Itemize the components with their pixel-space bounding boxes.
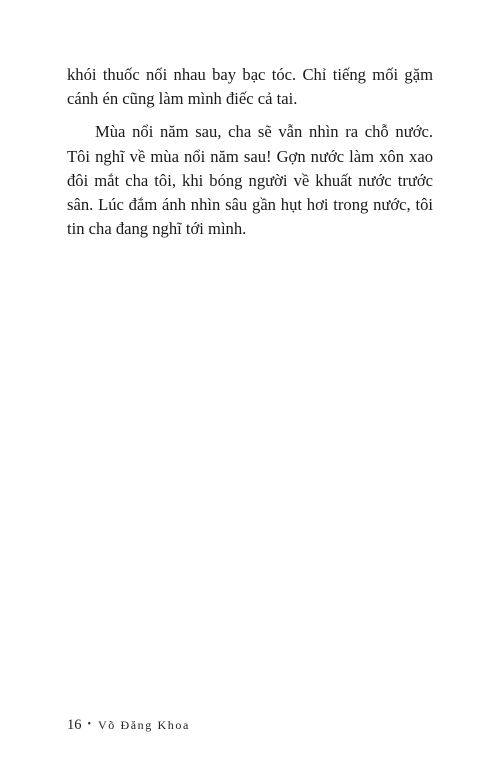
running-footer-author: Võ Đăng Khoa (98, 718, 190, 732)
page-footer (67, 717, 190, 734)
page-body-text (67, 63, 433, 241)
bullet-separator-icon: • (87, 719, 92, 730)
paragraph-continued: khói thuốc nối nhau bay bạc tóc. Chỉ tiếng mối gặm cánh én cũng làm mình điếc cả tai. (67, 65, 433, 109)
page-number: 16 (67, 717, 82, 733)
paragraph: Mùa nổi năm sau, cha sẽ vẫn nhìn ra chỗ nước. Tôi nghĩ về mùa nổi năm sau! Gợn nước làm xôn xao đôi mắt cha tôi, khi bóng người về khuất nước trước sân. Lúc đắm ánh nhìn sâu gần hụt hơi trong nước, tôi tin cha đang nghĩ tới mình. (67, 122, 433, 239)
